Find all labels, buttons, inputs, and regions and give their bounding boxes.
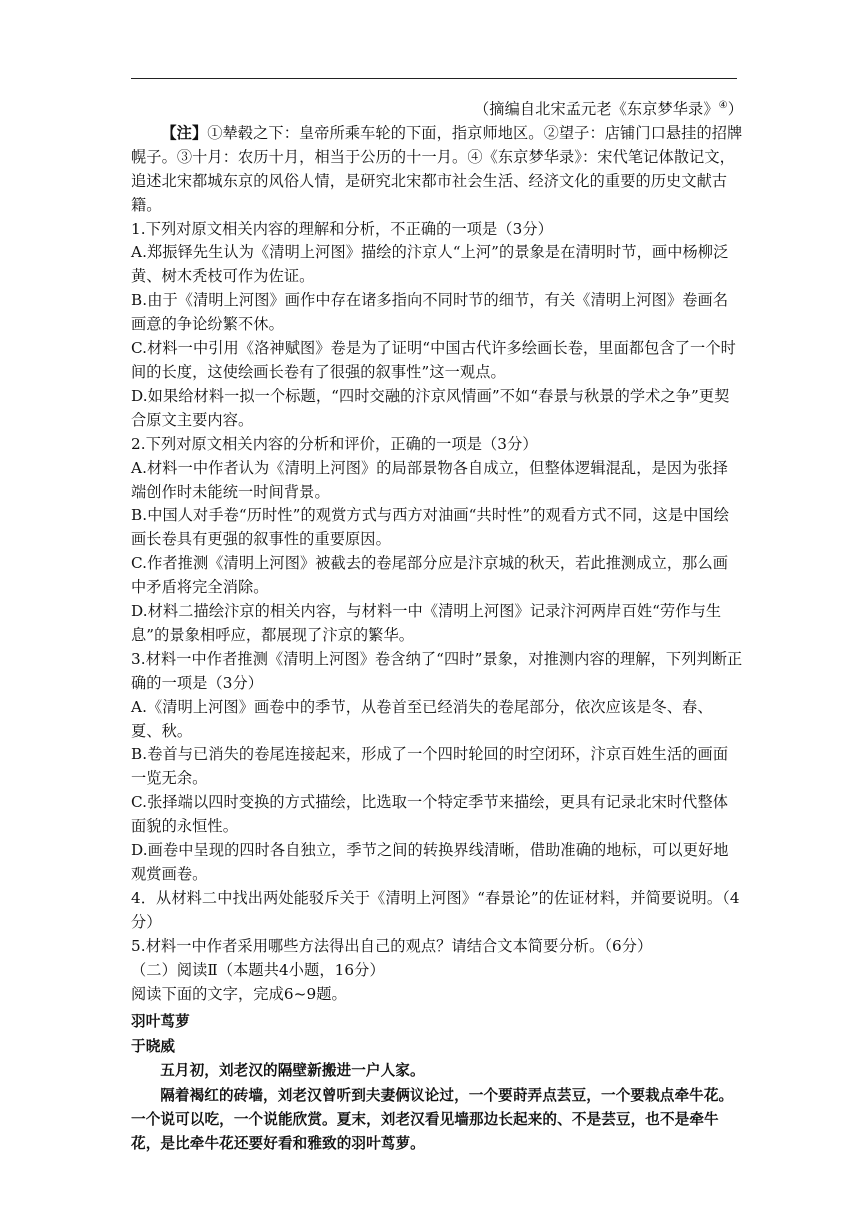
section2-instruction: 阅读下面的文字，完成6~9题。 — [131, 984, 347, 1003]
section2-heading: （二）阅读Ⅱ（本题共4小题，16分） — [131, 960, 385, 979]
q3-option-c: C.张择端以四时变换的方式描绘，比选取一个特定季节来描绘，更具有记录北宋时代整体面貌的永恒性。 — [131, 793, 729, 836]
q4-text: 4．从材料二中找出两处能驳斥关于《清明上河图》“春景论”的佐证材料，并简要说明。（4分） — [131, 888, 740, 931]
q5-text: 5.材料一中作者采用哪些方法得出自己的观点？请结合文本简要分析。（6分） — [131, 936, 653, 955]
q1-option-c: C.材料一中引用《洛神赋图》卷是为了证明“中国古代许多绘画长卷，里面都包含了一个时间的长度，这使绘画长卷有了很强的叙事性”这一观点。 — [131, 339, 736, 381]
story-paragraph-1: 五月初，刘老汉的隔壁新搬进一户人家。 — [160, 1062, 425, 1080]
q3-option-a: A.《清明上河图》画卷中的季节，从卷首至已经消失的卷尾部分，依次应该是冬、春、夏、秋。 — [131, 697, 713, 740]
story-paragraph-2: 隔着褐红的砖墙，刘老汉曾听到夫妻俩议论过，一个要莳弄点芸豆，一个要栽点牵牛花。一个说可以吃，一个说能欣赏。夏末，刘老汉看见墙那边长起来的、不是芸豆，也不是牵牛花，是比牵牛花还要好看和雅致的羽叶茑萝。 — [131, 1086, 734, 1153]
q2-stem: 2.下列对原文相关内容的分析和评价，正确的一项是（3分） — [131, 434, 538, 453]
story-block — [131, 1010, 743, 1156]
source-note-text: （摘编自北宋孟元老《东京梦华录》 — [474, 100, 719, 118]
q1-option-b: B.由于《清明上河图》画作中存在诸多指向不同时节的细节，有关《清明上河图》卷画名画意的争论纷繁不休。 — [131, 291, 729, 334]
q2-option-d: D.材料二描绘汴京的相关内容，与材料一中《清明上河图》记录汴河两岸百姓“劳作与生息”的景象相呼应，都展现了汴京的繁华。 — [131, 602, 722, 644]
source-note-sup: ④ — [718, 99, 728, 111]
header-rule — [131, 78, 737, 79]
source-note — [131, 98, 743, 122]
q1-option-d: D.如果给材料一拟一个标题，“四时交融的汴京风情画”不如“春景与秋景的学术之争”更契合原文主要内容。 — [131, 386, 730, 429]
q1-stem: 1.下列对原文相关内容的理解和分析，不正确的一项是（3分） — [131, 219, 553, 238]
q2-option-a: A.材料一中作者认为《清明上河图》的局部景物各自成立，但整体逻辑混乱，是因为张择端创作时未能统一时间背景。 — [131, 458, 728, 501]
story-author: 于晓威 — [131, 1037, 176, 1055]
notes-paragraph — [131, 122, 743, 218]
notes-label: 【注】 — [161, 123, 208, 142]
q1-option-a: A.郑振铎先生认为《清明上河图》描绘的汴京人“上河”的景象是在清明时节，画中杨柳泛黄、树木秃枝可作为佐证。 — [131, 243, 729, 286]
story-title: 羽叶茑萝 — [131, 1013, 190, 1031]
q2-option-c: C.作者推测《清明上河图》被截去的卷尾部分应是汴京城的秋天，若此推测成立，那么画中矛盾将完全消除。 — [131, 554, 729, 597]
q3-stem: 3.材料一中作者推测《清明上河图》卷含纳了“四时”景象，对推测内容的理解，下列判断正确的一项是（3分） — [131, 649, 743, 692]
source-note-end: ） — [727, 100, 743, 118]
notes-text: ①辇毂之下：皇帝所乘车轮的下面，指京师地区。②望子：店铺门口悬挂的招牌幌子。③十月：农历十月，相当于公历的十一月。④《东京梦华录》：宋代笔记体散记文，追述北宋都城东京的风俗人情，是研究北宋都市社会生活、经济文化的重要的历史文献古籍。 — [131, 123, 743, 214]
q2-option-b: B.中国人对手卷“历时性”的观赏方式与西方对油画“共时性”的观看方式不同，这是中国绘画长卷具有更强的叙事性的重要原因。 — [131, 506, 729, 549]
q3-option-b: B.卷首与已消失的卷尾连接起来，形成了一个四时轮回的时空闭环，汴京百姓生活的画面一览无余。 — [131, 745, 729, 788]
q3-option-d: D.画卷中呈现的四时各自独立，季节之间的转换界线清晰，借助准确的地标，可以更好地观赏画卷。 — [131, 841, 729, 883]
document-body — [131, 98, 743, 1157]
